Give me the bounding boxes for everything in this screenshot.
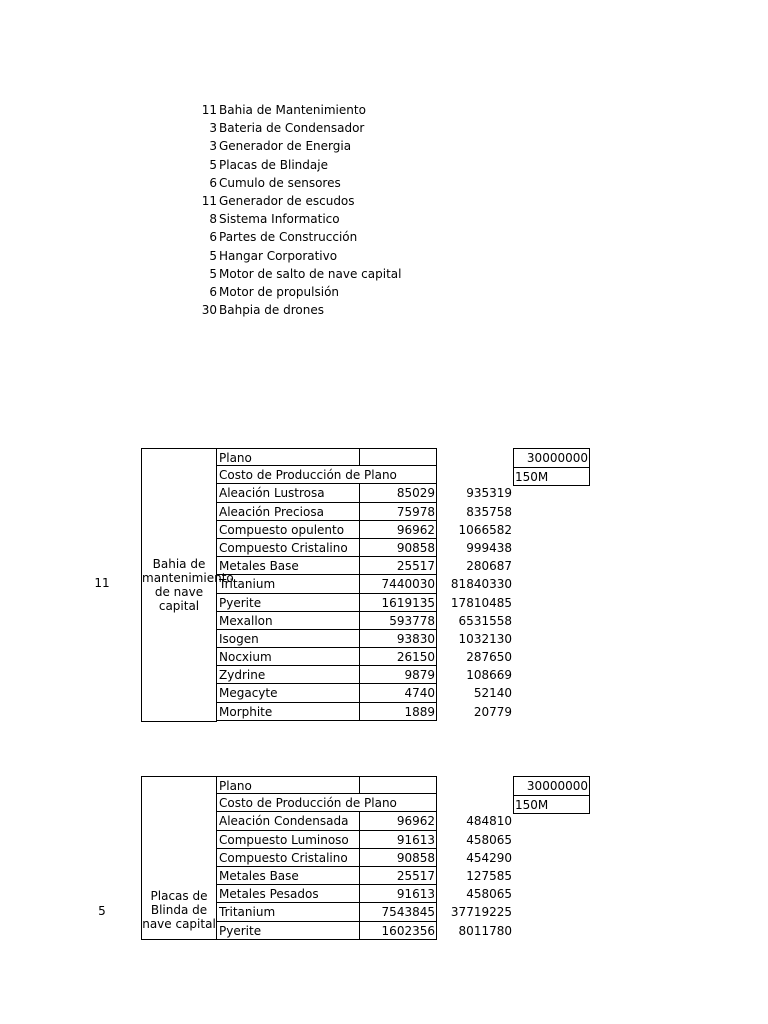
item-quantity: 6 (209, 284, 217, 299)
item-name: Partes de Construcción (219, 230, 358, 245)
total-amount: 20779 (473, 704, 512, 719)
unit-amount (360, 776, 437, 794)
total-amount: 17810485 (450, 595, 512, 610)
item-quantity: 3 (209, 121, 217, 136)
component-summary-list (180, 101, 401, 319)
material-name: Metales Base (217, 557, 360, 575)
total-amount: 1066582 (458, 522, 512, 537)
item-name: Motor de salto de nave capital (219, 266, 402, 281)
unit-amount: 25517 (360, 867, 437, 885)
group-label-text: Bahia de mantenimiento de nave capital (142, 557, 234, 613)
unit-amount: 96962 (360, 812, 437, 830)
material-name: Metales Base (217, 867, 360, 885)
item-quantity: 8 (209, 212, 217, 227)
list-item (180, 265, 401, 283)
item-name: Bahpia de drones (219, 303, 324, 318)
total-amount: 835758 (466, 504, 512, 519)
unit-amount: 90858 (360, 849, 437, 867)
total-amount: 81840330 (450, 577, 512, 592)
item-name: Bateria de Condensador (219, 121, 365, 136)
total-amount: 280687 (466, 559, 512, 574)
unit-amount: 91613 (360, 831, 437, 849)
unit-amount: 1602356 (360, 922, 437, 940)
item-quantity: 6 (209, 230, 217, 245)
unit-amount: 85029 (360, 484, 437, 502)
unit-amount: 593778 (360, 612, 437, 630)
block-quantity: 5 (98, 904, 106, 918)
material-name: Megacyte (217, 684, 360, 702)
total-amount: 37719225 (450, 905, 512, 920)
material-name: Pyerite (217, 922, 360, 940)
unit-amount: 7440030 (360, 575, 437, 593)
list-item (180, 174, 401, 192)
list-item (180, 156, 401, 174)
total-amount: 287650 (466, 650, 512, 665)
material-name: Compuesto Luminoso (217, 831, 360, 849)
group-label-text: Placas de Blinda de nave capital (142, 889, 216, 931)
total-amount: 454290 (466, 850, 512, 865)
total-amount: 458065 (466, 887, 512, 902)
item-quantity: 6 (209, 175, 217, 190)
total-amount: 108669 (466, 668, 512, 683)
unit-amount: 1619135 (360, 594, 437, 612)
blueprint-price: 30000000 (526, 451, 588, 465)
block-group-label (141, 776, 217, 940)
production-cost: 150M (514, 467, 589, 485)
material-name: Compuesto Cristalino (217, 849, 360, 867)
item-name: Cumulo de sensores (219, 175, 341, 190)
item-name: Placas de Blindaje (219, 157, 328, 172)
item-quantity: 11 (201, 103, 217, 117)
item-name: Motor de propulsión (219, 284, 340, 299)
item-quantity: 5 (209, 266, 217, 281)
material-name: Mexallon (217, 612, 360, 630)
blueprint-price-box (513, 448, 590, 486)
material-name: Compuesto opulento (217, 521, 360, 539)
unit-amount (360, 448, 437, 466)
material-name: Compuesto Cristalino (217, 539, 360, 557)
material-name: Aleación Lustrosa (217, 484, 360, 502)
material-name: Costo de Producción de Plano (217, 466, 437, 484)
total-amount: 1032130 (458, 631, 512, 646)
item-quantity: 11 (201, 193, 217, 208)
material-name: Isogen (217, 630, 360, 648)
list-item (180, 283, 401, 301)
total-amount: 6531558 (458, 613, 512, 628)
item-name: Bahia de Mantenimiento (219, 103, 366, 117)
unit-amount: 26150 (360, 648, 437, 666)
material-name: Zydrine (217, 666, 360, 684)
unit-amount: 4740 (360, 684, 437, 702)
list-item (180, 210, 401, 228)
material-name: Metales Pesados (217, 885, 360, 903)
item-name: Sistema Informatico (219, 212, 340, 227)
unit-amount: 96962 (360, 521, 437, 539)
material-name: Aleación Condensada (217, 812, 360, 830)
item-name: Generador de escudos (219, 193, 355, 208)
item-quantity: 5 (209, 248, 217, 263)
total-amount: 458065 (466, 832, 512, 847)
list-item (180, 119, 401, 137)
list-item (180, 137, 401, 155)
total-amount: 999438 (466, 540, 512, 555)
list-item (180, 247, 401, 265)
production-cost: 150M (514, 795, 589, 813)
item-name: Generador de Energia (219, 139, 352, 154)
unit-amount: 9879 (360, 666, 437, 684)
item-quantity: 5 (209, 157, 217, 172)
total-amount: 484810 (466, 814, 512, 829)
material-name: Tritanium (217, 575, 360, 593)
list-item (180, 301, 401, 319)
unit-amount: 1889 (360, 703, 437, 721)
blueprint-price-box (513, 776, 590, 814)
material-name: Costo de Producción de Plano (217, 794, 437, 812)
list-item (180, 192, 401, 210)
block-group-label (141, 448, 234, 722)
total-amount: 935319 (466, 486, 512, 501)
list-item (180, 228, 401, 246)
material-name: Nocxium (217, 648, 360, 666)
material-name: Aleación Preciosa (217, 503, 360, 521)
unit-amount: 90858 (360, 539, 437, 557)
total-amount: 8011780 (458, 923, 512, 938)
list-item (180, 101, 401, 119)
item-quantity: 30 (201, 303, 217, 318)
material-name: Pyerite (217, 594, 360, 612)
item-name: Hangar Corporativo (219, 248, 338, 263)
material-name: Plano (217, 448, 360, 466)
unit-amount: 75978 (360, 503, 437, 521)
unit-amount: 7543845 (360, 903, 437, 921)
material-name: Morphite (217, 703, 360, 721)
blueprint-price: 30000000 (526, 779, 588, 793)
material-name: Plano (217, 776, 360, 794)
unit-amount: 91613 (360, 885, 437, 903)
item-quantity: 3 (209, 139, 217, 154)
unit-amount: 25517 (360, 557, 437, 575)
total-amount: 52140 (473, 686, 512, 701)
unit-amount: 93830 (360, 630, 437, 648)
block-quantity: 11 (94, 576, 110, 590)
material-name: Tritanium (217, 903, 360, 921)
total-amount: 127585 (466, 868, 512, 883)
